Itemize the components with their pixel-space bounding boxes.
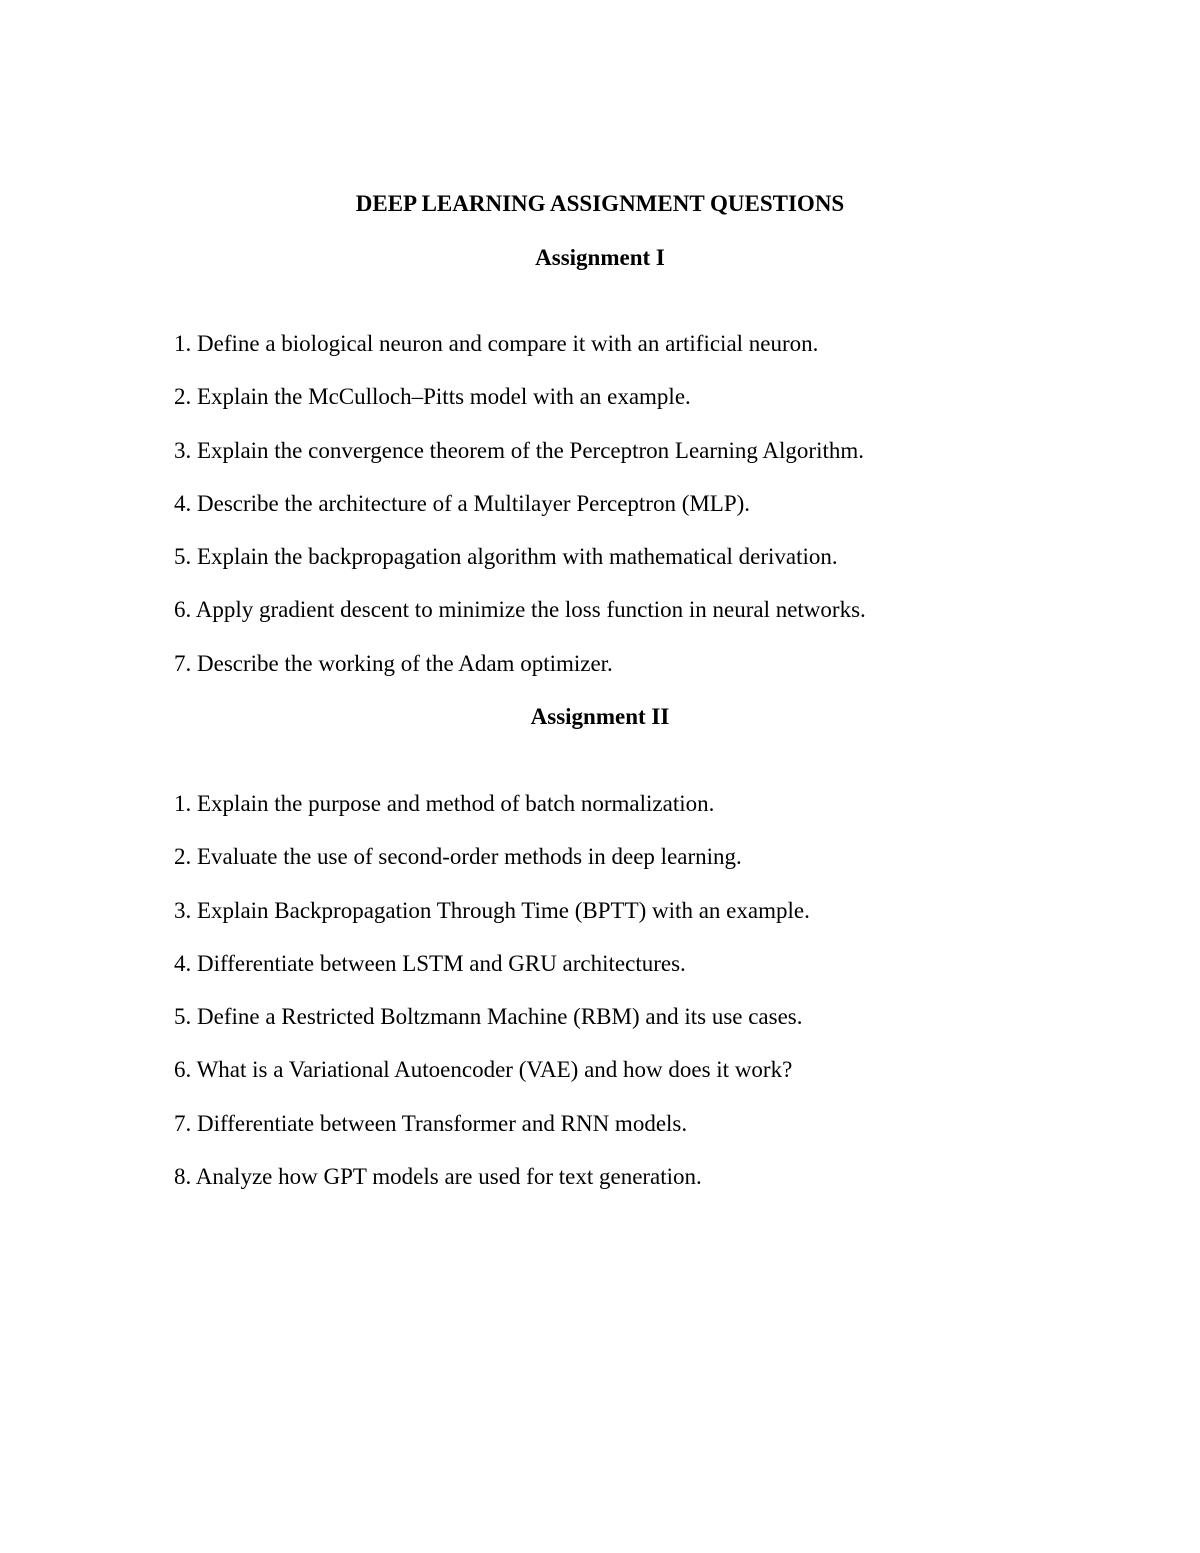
question-item: 6. Apply gradient descent to minimize the loss function in neural networks.	[174, 597, 866, 623]
document-title: DEEP LEARNING ASSIGNMENT QUESTIONS	[355, 191, 845, 216]
question-item: 1. Explain the purpose and method of batch normalization.	[174, 791, 715, 816]
question-item: 4. Differentiate between LSTM and GRU architectures.	[174, 950, 686, 976]
question-item: 3. Explain the convergence theorem of the Perceptron Learning Algorithm.	[174, 437, 864, 463]
question-item: 5. Explain the backpropagation algorithm with mathematical derivation.	[174, 544, 838, 570]
question-item: 7. Describe the working of the Adam optimizer.	[174, 650, 613, 676]
question-item: 6. What is a Variational Autoencoder (VAE) and how does it work?	[174, 1057, 793, 1083]
question-item: 7. Differentiate between Transformer and RNN models.	[174, 1110, 688, 1136]
question-item: 8. Analyze how GPT models are used for text generation.	[174, 1164, 702, 1190]
assignment-1-question-list	[174, 328, 1074, 701]
question-item: 4. Describe the architecture of a Multilayer Perceptron (MLP).	[174, 490, 751, 516]
assignment-2-question-list	[174, 788, 1074, 1214]
question-item: 2. Evaluate the use of second-order methods in deep learning.	[174, 844, 742, 870]
assignment-1-heading: Assignment I	[535, 245, 665, 270]
question-item: 5. Define a Restricted Boltzmann Machine (RBM) and its use cases.	[174, 1004, 803, 1030]
question-item: 2. Explain the McCulloch–Pitts model with an example.	[174, 384, 691, 410]
question-item: 1. Define a biological neuron and compare it with an artificial neuron.	[174, 331, 819, 356]
assignment-2-heading: Assignment II	[530, 704, 670, 729]
question-item: 3. Explain Backpropagation Through Time (BPTT) with an example.	[174, 897, 810, 923]
